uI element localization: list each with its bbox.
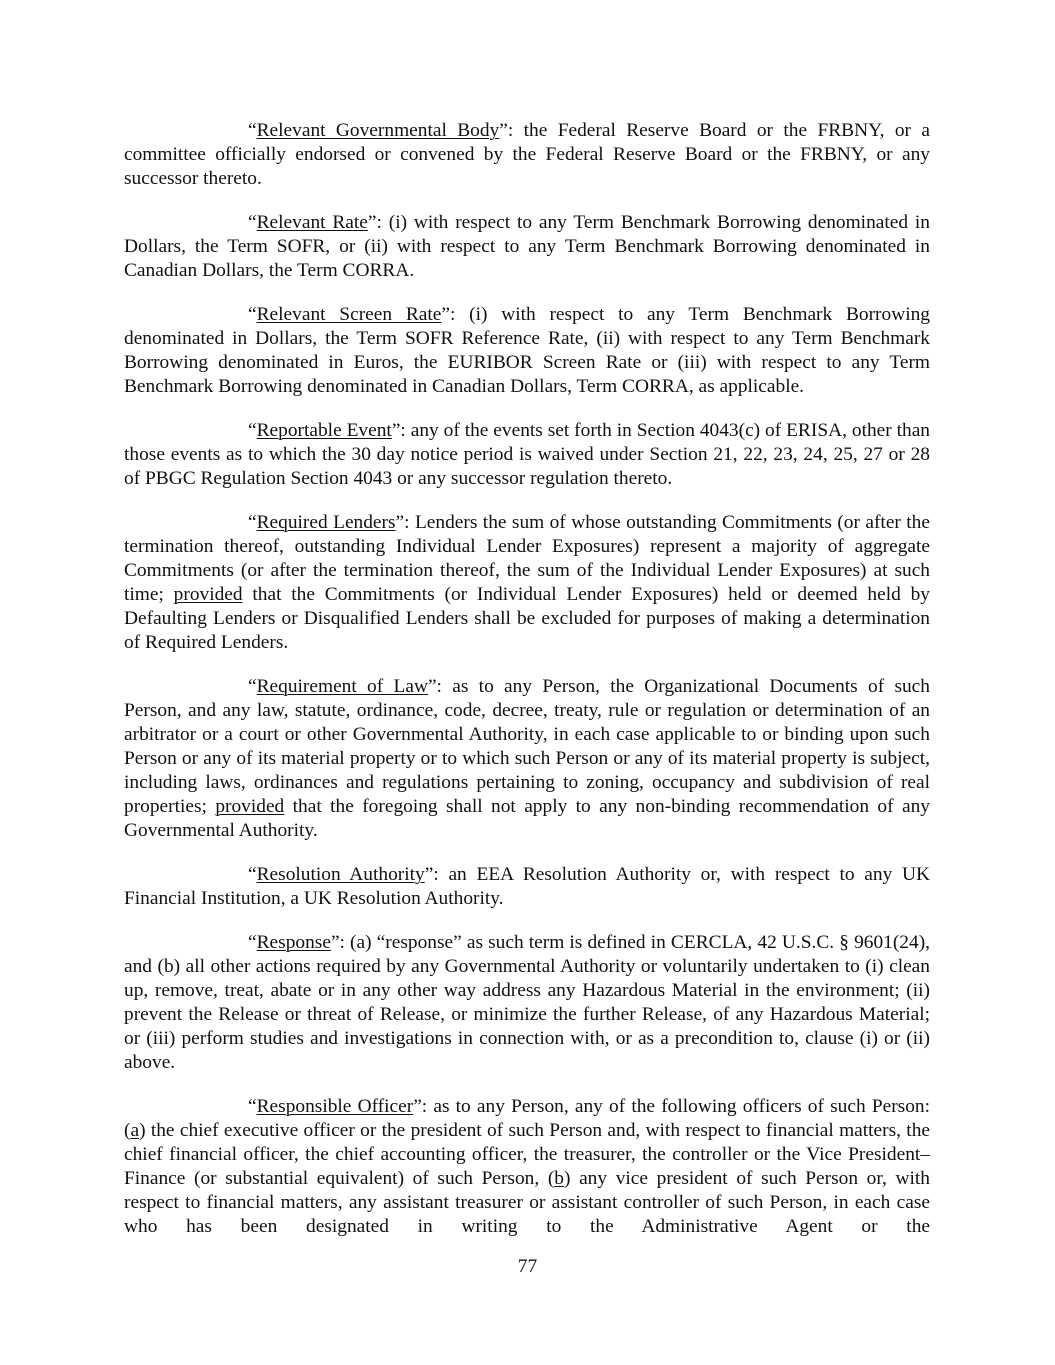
- document-body: [124, 119, 930, 1259]
- paragraph-text: ) any vice president of such Person or, with respect to financial matters, any assistant treasurer or assistant controller of such Person, in each case who has been designated in writing to the Administrative Agent or the: [124, 1168, 930, 1237]
- paragraph-text: that the Commitments (or Individual Lender Exposures) held or deemed held by Defaulting Lenders or Disqualified Lenders shall be excluded for purposes of making a determination of Required Lenders.: [124, 584, 931, 653]
- paragraph-text: ”: as to any Person, the Organizational Documents of such Person, and any law, statute, ordinance, code, decree, treaty, rule or regulation or determination of an arbitrator or a court or other Governmental Authority, in each case applicable to or binding upon such Person or any of its material property or to which such Person or any of its material property is subject, including laws, ordinances and regulations pertaining to zoning, occupancy and subdivision of real properties;: [124, 676, 930, 817]
- underlined-text: provided: [173, 584, 243, 605]
- underlined-text: b: [554, 1168, 564, 1189]
- underlined-text: provided: [215, 796, 285, 817]
- paragraph-text: ) the chief executive officer or the president of such Person and, with respect to financial matters, the chief financial officer, the chief accounting officer, the treasurer, the controller or the Vice President–Finance (or substantial equivalent) of such Person, (: [124, 1120, 930, 1189]
- paragraph-text: ”: (a) “response” as such term is defined in CERCLA, 42 U.S.C. § 9601(24), and (b) all other actions required by any Governmental Authority or voluntarily undertaken to (i) clean up, remove, treat, abate or in any other way address any Hazardous Material in the environment; (ii) prevent the Release or threat of Release, or minimize the further Release, of any Hazardous Material; or (iii) perform studies and investigations in connection with, or as a precondition to, clause (i) or (ii) above.: [124, 932, 930, 1073]
- paragraph-text: ”: (i) with respect to any Term Benchmark Borrowing denominated in Dollars, the Term SOFR Reference Rate, (ii) with respect to any Term Benchmark Borrowing denominated in Euros, the EURIBOR Screen Rate or (iii) with respect to any Term Benchmark Borrowing denominated in Canadian Dollars, Term CORRA, as applicable.: [124, 304, 930, 397]
- definition-paragraph: [124, 1095, 930, 1239]
- paragraph-text: ”: any of the events set forth in Section 4043(c) of ERISA, other than those events as to which the 30 day notice period is waived under Section 21, 22, 23, 24, 25, 27 or 28 of PBGC Regulation Section 4043 or any successor regulation thereto.: [124, 420, 931, 489]
- underlined-text: a: [130, 1120, 140, 1141]
- paragraph-text: ”: an EEA Resolution Authority or, with respect to any UK Financial Institution, a UK Resolution Authority.: [124, 864, 930, 909]
- definition-paragraph: [124, 675, 930, 843]
- defined-term: Relevant Governmental Body: [256, 120, 500, 141]
- defined-term: Responsible Officer: [256, 1096, 414, 1117]
- definition-paragraph: [124, 931, 930, 1075]
- defined-term: Response: [256, 932, 331, 953]
- defined-term: Required Lenders: [256, 512, 396, 533]
- paragraph-text: “: [248, 420, 257, 441]
- defined-term: Relevant Rate: [256, 212, 368, 233]
- paragraph-text: ”: (i) with respect to any Term Benchmark Borrowing denominated in Dollars, the Term SOFR, or (ii) with respect to any Term Benchmark Borrowing denominated in Canadian Dollars, the Term CORRA.: [124, 212, 930, 281]
- paragraph-text: “: [248, 212, 257, 233]
- definition-paragraph: [124, 863, 930, 911]
- paragraph-text: “: [248, 864, 257, 885]
- definition-paragraph: [124, 211, 930, 283]
- definition-paragraph: [124, 511, 930, 655]
- paragraph-text: ”: as to any Person, any of the following officers of such Person: (: [124, 1096, 930, 1141]
- paragraph-text: “: [248, 120, 257, 141]
- defined-term: Requirement of Law: [256, 676, 428, 697]
- paragraph-text: that the foregoing shall not apply to any non-binding recommendation of any Governmental Authority.: [124, 796, 930, 841]
- paragraph-text: “: [248, 676, 257, 697]
- paragraph-text: ”: Lenders the sum of whose outstanding Commitments (or after the termination thereof, outstanding Individual Lender Exposures) represent a majority of aggregate Commitments (or after the termination thereof, the sum of the Individual Lender Exposures) at such time;: [124, 512, 930, 605]
- paragraph-text: “: [248, 512, 257, 533]
- definition-paragraph: [124, 419, 930, 491]
- paragraph-text: “: [248, 1096, 257, 1117]
- paragraph-text: “: [248, 304, 257, 325]
- defined-term: Resolution Authority: [256, 864, 425, 885]
- defined-term: Reportable Event: [256, 420, 392, 441]
- defined-term: Relevant Screen Rate: [256, 304, 442, 325]
- definition-paragraph: [124, 119, 930, 191]
- paragraph-text: “: [248, 932, 257, 953]
- definition-paragraph: [124, 303, 930, 399]
- page-number: 77: [517, 1256, 538, 1277]
- paragraph-text: ”: the Federal Reserve Board or the FRBNY, or a committee officially endorsed or convened by the Federal Reserve Board or the FRBNY, or any successor thereto.: [124, 120, 930, 189]
